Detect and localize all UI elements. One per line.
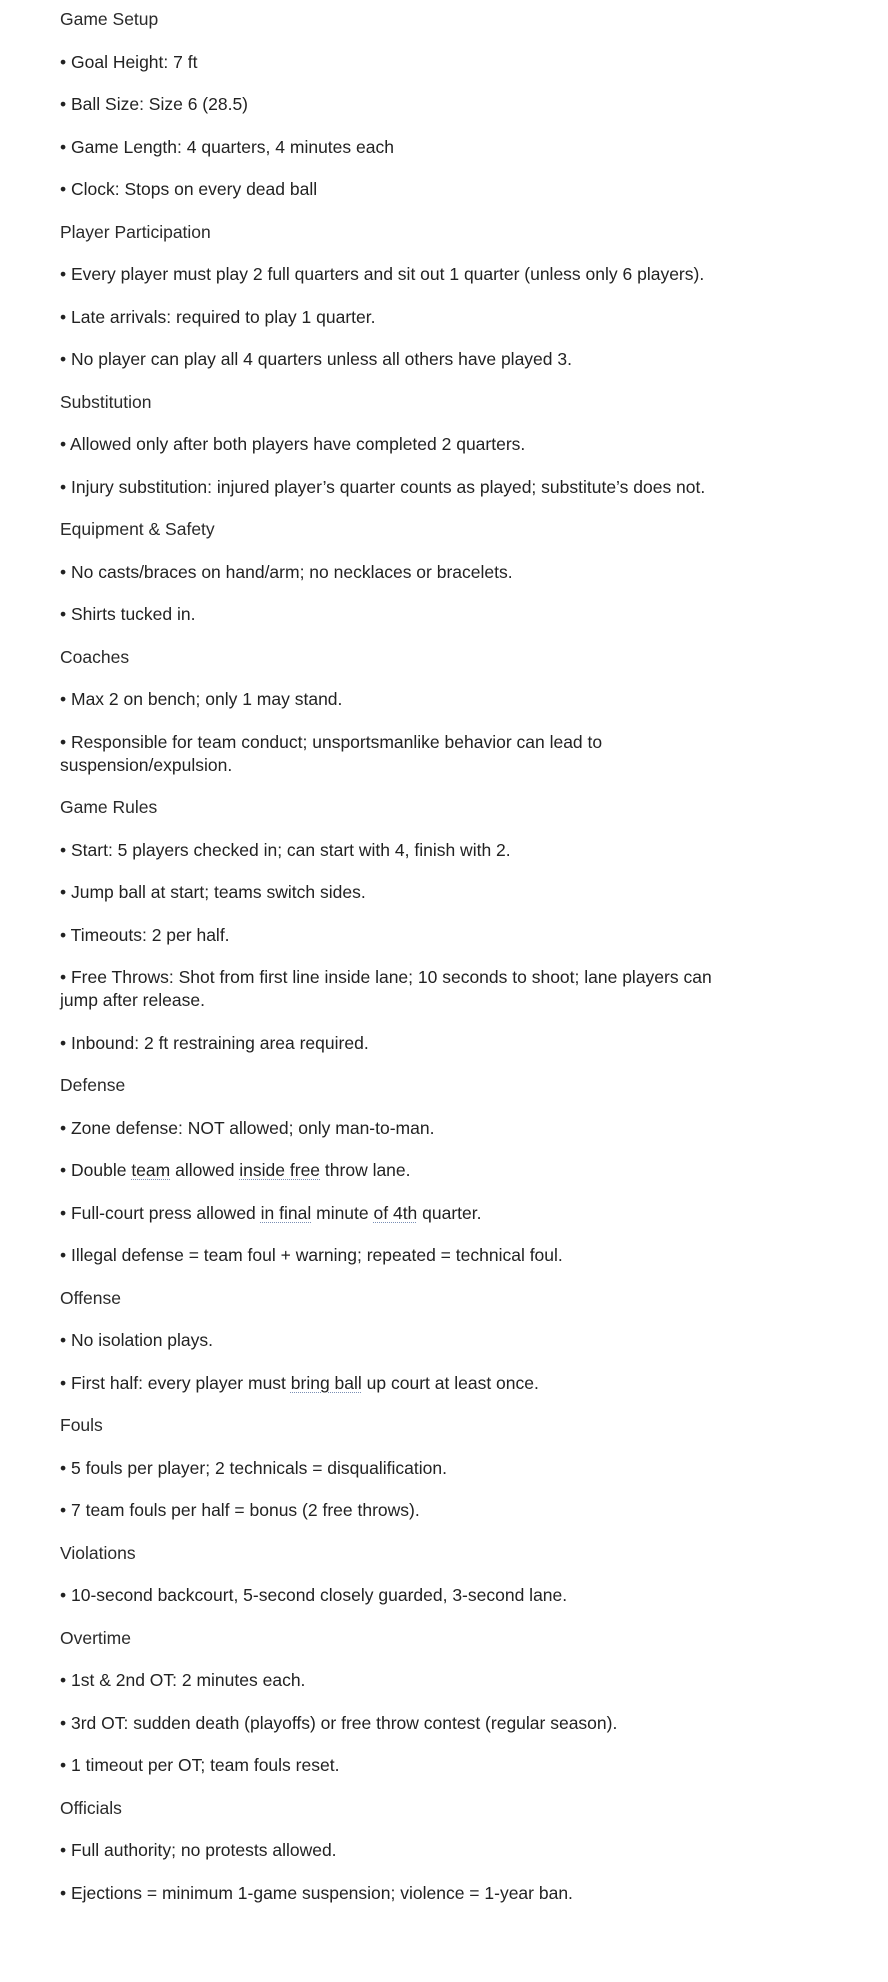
section-heading: Overtime <box>60 1627 131 1648</box>
bullet-item: • Full authority; no protests allowed. <box>60 1840 337 1860</box>
bullet-item: • Clock: Stops on every dead ball <box>60 179 318 199</box>
bullet-item: • Late arrivals: required to play 1 quarter. <box>60 306 376 327</box>
section-heading: Fouls <box>60 1415 103 1435</box>
bullet-item: • Illegal defense = team foul + warning; repeated = technical foul. <box>60 1245 563 1265</box>
section-heading: Game Rules <box>60 797 158 817</box>
bullet-item: • Start: 5 players checked in; can start with 4, finish with 2. <box>60 839 511 860</box>
bullet-item: • Shirts tucked in. <box>60 604 196 624</box>
bullet-item: • Zone defense: NOT allowed; only man-to-man. <box>60 1117 435 1138</box>
bullet-item: • Double team allowed inside free throw lane. <box>60 1160 411 1180</box>
section-heading: Player Participation <box>60 221 211 242</box>
underlined-phrase: bring ball <box>290 1372 362 1393</box>
bullet-item: • 1 timeout per OT; team fouls reset. <box>60 1755 340 1775</box>
bullet-item: • Responsible for team conduct; unsportsmanlike behavior can lead to suspension/expulsion. <box>60 731 603 775</box>
bullet-item: • No isolation plays. <box>60 1330 214 1350</box>
section-heading: Violations <box>60 1542 136 1563</box>
bullet-item: • Injury substitution: injured player’s quarter counts as played; substitute’s does not. <box>60 476 706 497</box>
bullet-item: • Full-court press allowed in final minute of 4th quarter. <box>60 1202 482 1223</box>
bullet-item: • Ball Size: Size 6 (28.5) <box>60 94 249 114</box>
underlined-phrase: in final <box>260 1202 312 1223</box>
underlined-phrase: team <box>131 1160 171 1180</box>
bullet-item: • Free Throws: Shot from first line inside lane; 10 seconds to shoot; lane players can jump after release. <box>60 967 712 1010</box>
section-heading: Offense <box>60 1287 121 1308</box>
bullet-item: • First half: every player must bring ball up court at least once. <box>60 1372 539 1393</box>
section-heading: Game Setup <box>60 9 159 29</box>
bullet-item: • Inbound: 2 ft restraining area required. <box>60 1032 369 1053</box>
bullet-item: • 1st & 2nd OT: 2 minutes each. <box>60 1670 306 1690</box>
bullet-item: • 5 fouls per player; 2 technicals = disqualification. <box>60 1457 447 1478</box>
section-heading: Substitution <box>60 391 152 412</box>
bullet-item: • No casts/braces on hand/arm; no necklaces or bracelets. <box>60 561 513 582</box>
bullet-item: • 7 team fouls per half = bonus (2 free throws). <box>60 1500 420 1520</box>
underlined-phrase: inside free <box>239 1160 321 1180</box>
section-heading: Coaches <box>60 646 130 667</box>
section-heading: Defense <box>60 1075 126 1095</box>
bullet-item: • Goal Height: 7 ft <box>60 51 198 72</box>
bullet-item: • 10-second backcourt, 5-second closely guarded, 3-second lane. <box>60 1585 568 1605</box>
bullet-item: • Timeouts: 2 per half. <box>60 924 230 945</box>
bullet-item: • Allowed only after both players have completed 2 quarters. <box>60 434 526 454</box>
underlined-phrase: of 4th <box>373 1202 418 1223</box>
section-heading: Officials <box>60 1797 122 1818</box>
bullet-item: • No player can play all 4 quarters unless all others have played 3. <box>60 349 572 369</box>
bullet-item: • Jump ball at start; teams switch sides. <box>60 882 366 902</box>
section-heading: Equipment & Safety <box>60 519 215 539</box>
bullet-item: • Game Length: 4 quarters, 4 minutes each <box>60 136 394 157</box>
bullet-item: • Max 2 on bench; only 1 may stand. <box>60 689 343 709</box>
bullet-item: • 3rd OT: sudden death (playoffs) or free throw contest (regular season). <box>60 1712 618 1733</box>
bullet-item: • Ejections = minimum 1-game suspension; violence = 1-year ban. <box>60 1882 573 1903</box>
bullet-item: • Every player must play 2 full quarters and sit out 1 quarter (unless only 6 players). <box>60 264 705 284</box>
